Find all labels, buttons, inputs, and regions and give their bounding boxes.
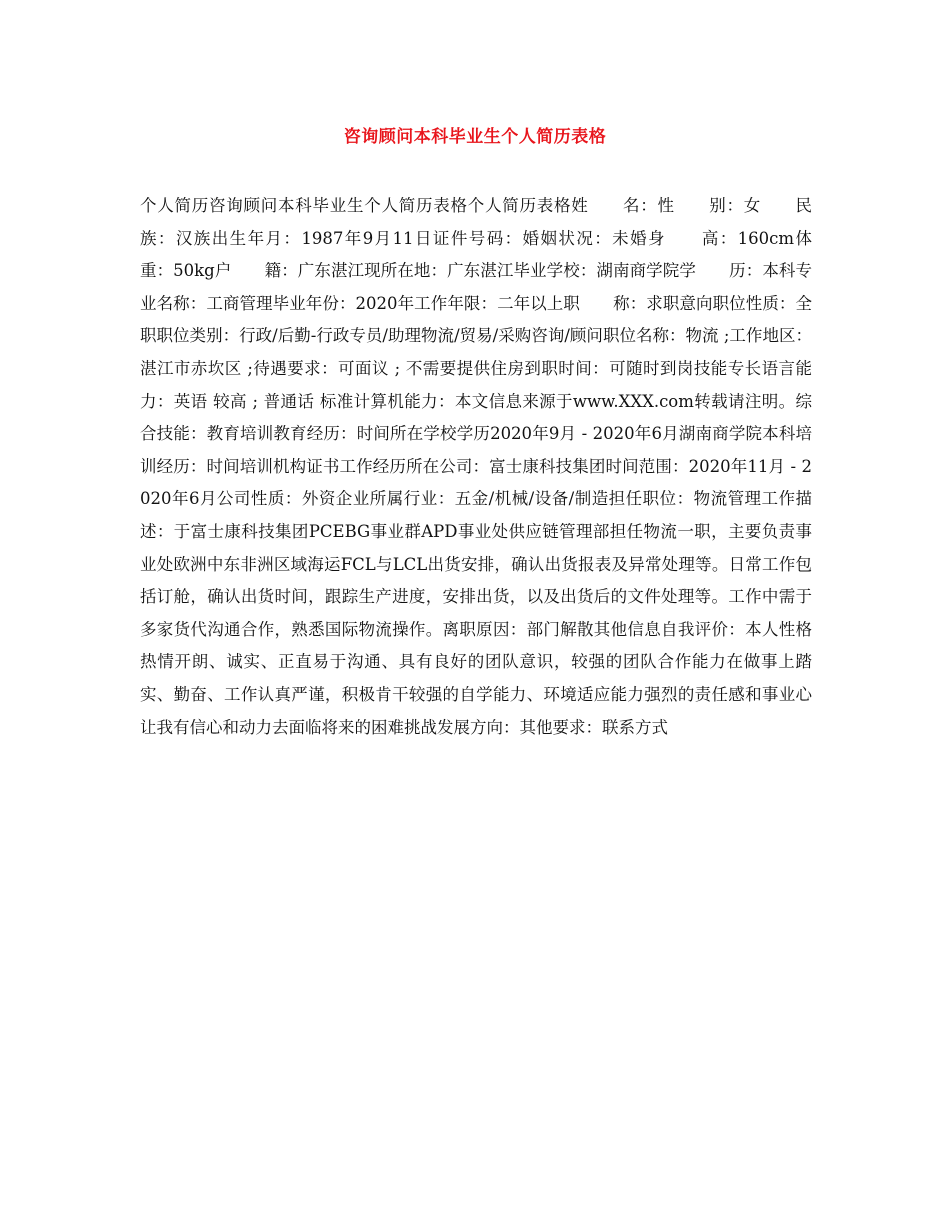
document-title: 咨询顾问本科毕业生个人简历表格	[343, 127, 607, 147]
document-body-text: 个人简历咨询顾问本科毕业生个人简历表格个人简历表格姓 名：性 别：女 民 族：汉族出生年月：1987年9月11日证件号码：婚姻状况：未婚身 高：160cm体 重：50kg户 籍：广东湛江现所在地：广东湛江毕业学校：湖南商学院学 历：本科专业名称：工商管理毕业年份：2020年工作年限：二年以上职 称：求职意向职位性质：全 职职位类别：行政/后勤-行政专员/助理物流/贸易/采购咨询/顾问职位名称：物流 ;工作地区：湛江市赤坎区 ;待遇要求：可面议 ; 不需要提供住房到职时间：可随时到岗技能专长语言能力：英语 较高 ; 普通话 标准计算机能力：本文信息来源于www.XXX.com转载请注明。综合技能：教育培训教育经历：时间所在学校学历2020年9月 - 2020年6月湖南商学院本科培训经历：时间培训机构证书工作经历所在公司：富士康科技集团时间范围：2020年11月 - 2020年6月公司性质：外资企业所属行业：五金/机械/设备/制造担任职位：物流管理工作描述：于富士康科技集团PCEBG事业群APD事业处供应链管理部担任物流一职，主要负责事业处欧洲中东非洲区域海运FCL与LCL出货安排，确认出货报表及异常处理等。日常工作包括订舱，确认出货时间，跟踪生产进度，安排出货，以及出货后的文件处理等。工作中需于多家货代沟通合作，熟悉国际物流操作。离职原因：部门解散其他信息自我评价：本人性格热情开朗、诚实、正直易于沟通、具有良好的团队意识，较强的团队合作能力在做事上踏实、勤奋、工作认真严谨，积极肯干较强的自学能力、环境适应能力强烈的责任感和事业心让我有信心和动力去面临将来的困难挑战发展方向：其他要求：联系方式	[140, 196, 845, 737]
